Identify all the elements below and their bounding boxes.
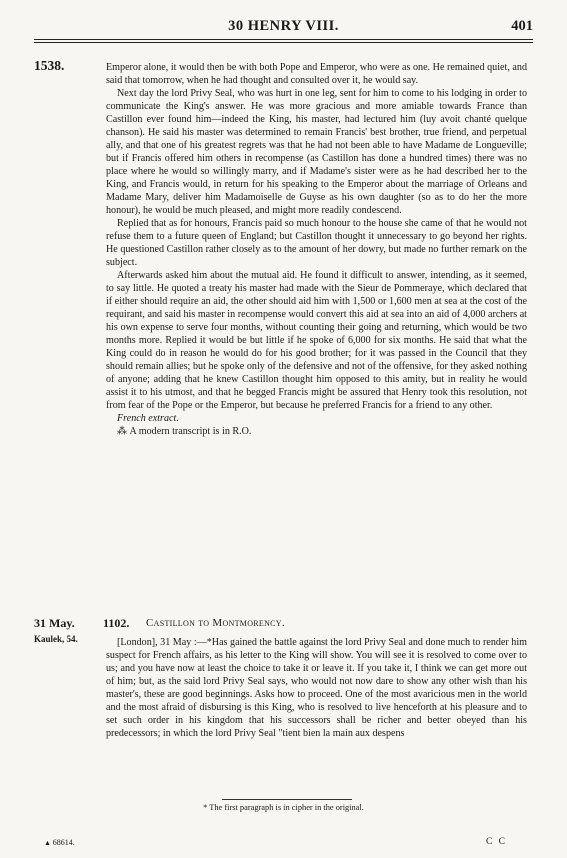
- entry-title: Castillon to Montmorency.: [146, 617, 285, 629]
- asterism-icon: ⁂: [117, 426, 130, 437]
- paragraph: Emperor alone, it would then be with both Pope and Emperor, who were as one. He remained quiet, and said that tomorrow, when he had thought and consulted over it, he would say.: [106, 62, 527, 86]
- running-header-title: 30 HENRY VIII.: [228, 18, 339, 34]
- entry-number: 1102.: [103, 616, 130, 630]
- footer-signature: C C: [485, 837, 507, 847]
- header-rule: [34, 39, 533, 40]
- paragraph: Replied that as for honours, Francis paid so much honour to the house she came of that he would not refuse them to a future queen of England; but Castillon thought it unnecessary to go beyond her rights. He questioned Castillon rather closely as to the amount of her dowry, but made no further remark on the subject.: [106, 218, 527, 268]
- footer-signature-mark: [44, 838, 75, 847]
- extract-note: French extract.: [117, 413, 179, 424]
- entry-continuation-text: [106, 61, 527, 438]
- footer-left-text: 68614.: [52, 838, 75, 847]
- transcript-note-text: A modern transcript is in R.O.: [129, 426, 252, 437]
- paragraph: [London], 31 May :—*Has gained the battle against the lord Privy Seal and done much to render him suspect for French affairs, as his letter to the King will show. You will see it is resolved to come over to us; and you have now at least the choice to take it or leave it. If you take it, I think we can get more out of him; but, as the said lord Privy Seal says, who would not now dare to show any other wish than his master's, these are good beginnings. Asks how to proceed. One of the most avaricious men in the world and the most afraid of disbursing is this King, who is resolved to live henceforth at his pleasure and to set such order in his kingdom that his successors shall be richer and better obeyed than his predecessors; in which the lord Privy Seal "tient bien la main aux despens: [106, 637, 527, 739]
- margin-year: 1538.: [34, 58, 65, 73]
- paragraph: Afterwards asked him about the mutual aid. He found it difficult to answer, intending, as it seemed, to say little. He quoted a treaty his master had made with the Sieur de Pommeraye, which declared that if either should require an aid, the other should aid him with 1,500 or 1,600 men at sea at the cost of the requirant, and said his master in recompense would convert this aid at sea into an aid of 4,000 archers at his own expense to serve four months, without counting their going and returning, which would be two months more. Replied it would be but little if he spoke of 6,000 for six months. He said that what the King could do in reason he would do for his good brother; for it was passed in the Council that they should remain allies; but he spoke only of the defensive and not of the offensive, for they asked nothing of anyone; adding that he knew Castillon thought him opposed to this amity, but in reality he would assist it to his utmost, and that he begged Francis might be assured that Henry took this resolution, not from fear of the Pope or the Emperor, but because he preferred Francis for a friend to any other.: [106, 270, 527, 411]
- entry-date: 31 May.: [34, 616, 75, 630]
- page-number: 401: [511, 18, 533, 34]
- footnote: * The first paragraph is in cipher in the original.: [203, 803, 364, 812]
- header-rule-thin: [34, 42, 533, 43]
- entry-reference: Kaulek, 54.: [34, 634, 78, 644]
- entry-text: [106, 636, 527, 740]
- triangle-icon: ▲: [44, 839, 53, 847]
- transcript-note: [106, 425, 527, 438]
- footnote-rule: [222, 799, 352, 800]
- paragraph: Next day the lord Privy Seal, who was hurt in one leg, sent for him to come to his lodging in order to communicate the King's answer. He was more gracious and more amiable towards France than Castillon ever found him—indeed the King, his master, had lectured him (luy avoit chanté quelque chanson). He said his master was determined to remain Francis' best brother, true friend, and perpetual ally, and that one of his greatest regrets was that he had not been able to have Madame de Longueville; but if Francis offered him others in recompense (as Castillon has done a hundred times) there was no place where he would so willingly marry, and if Madame's sister were as he had described her to the King, and Francis would, in return for his speaking to the Emperor about the marriage of Orleans and Madame Mary, deliver him Madamoiselle de Guyse as his own daughter (so as to do her the more honour), he would be much pleased, and might more readily condescend.: [106, 88, 527, 216]
